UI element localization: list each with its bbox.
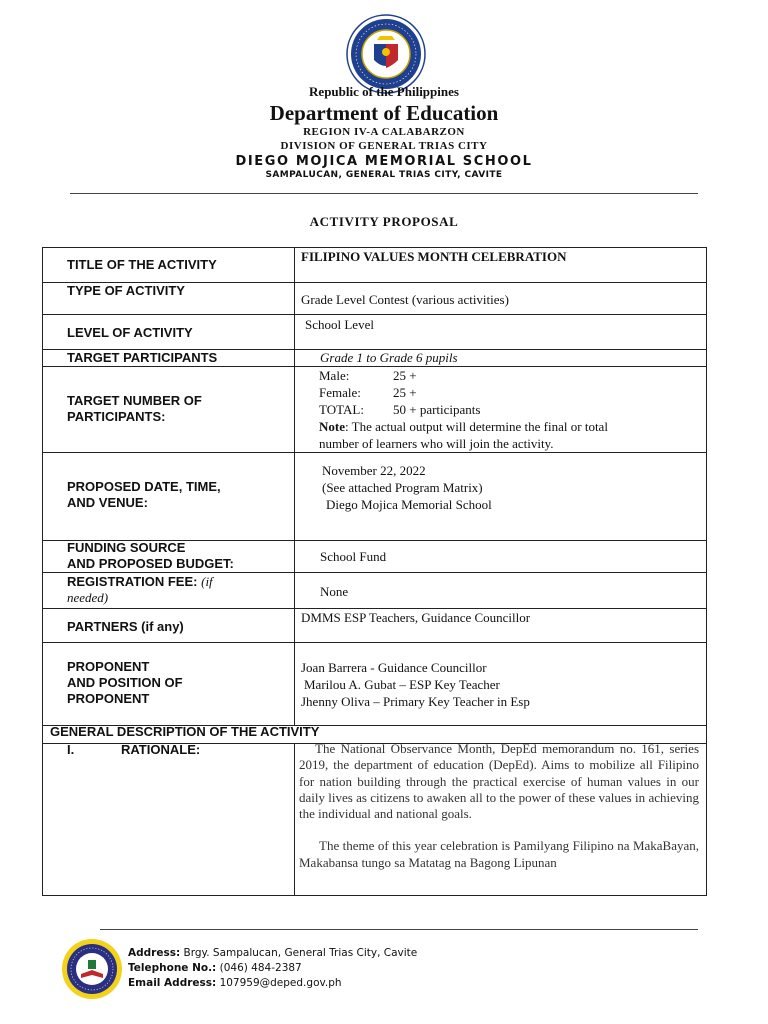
proponent-label: PROPONENT AND POSITION OF PROPONENT xyxy=(67,659,183,706)
target-participants-value: Grade 1 to Grade 6 pupils xyxy=(320,350,458,365)
row-registration xyxy=(43,573,706,609)
total-value: 50 + participants xyxy=(393,402,481,417)
partners-label: PARTNERS (if any) xyxy=(67,619,184,634)
footer-address: Address: Brgy. Sampalucan, General Trias City, Cavite xyxy=(128,947,418,959)
row-type xyxy=(43,283,706,315)
title-label: TITLE OF THE ACTIVITY xyxy=(67,257,217,272)
row-funding xyxy=(43,541,706,573)
participants-note: Note: The actual output will determine the final or total xyxy=(319,419,608,434)
female-count: Female: xyxy=(319,385,361,400)
rationale-text xyxy=(299,741,699,871)
deped-seal-logo xyxy=(346,14,426,94)
level-label: LEVEL OF ACTIVITY xyxy=(67,325,193,340)
registration-value: None xyxy=(320,584,349,599)
row-proponent xyxy=(43,643,706,726)
general-description-heading: GENERAL DESCRIPTION OF THE ACTIVITY xyxy=(50,724,320,739)
total-count: TOTAL: xyxy=(319,402,364,417)
proposal-table xyxy=(42,247,707,896)
school-address: SAMPALUCAN, GENERAL TRIAS CITY, CAVITE xyxy=(265,170,503,180)
row-target-number xyxy=(43,367,706,453)
registration-label: REGISTRATION FEE: (if needed) xyxy=(67,574,213,605)
row-title xyxy=(43,248,706,283)
document-title: ACTIVITY PROPOSAL xyxy=(309,214,459,229)
row-target-participants xyxy=(43,350,706,367)
level-value: School Level xyxy=(305,317,374,332)
proponent-3: Jhenny Oliva – Primary Key Teacher in Esp xyxy=(301,694,530,709)
male-count: Male: xyxy=(319,368,350,383)
proposed-date: November 22, 2022 xyxy=(322,463,426,478)
footer-email: Email Address: 107959@deped.gov.ph xyxy=(128,977,342,989)
type-label: TYPE OF ACTIVITY xyxy=(67,283,185,298)
target-number-label: TARGET NUMBER OF PARTICIPANTS: xyxy=(67,393,202,424)
funding-value: School Fund xyxy=(320,549,387,564)
funding-label: FUNDING SOURCE AND PROPOSED BUDGET: xyxy=(67,540,234,571)
region-line: REGION IV-A CALABARZON xyxy=(303,126,465,138)
target-participants-label: TARGET PARTICIPANTS xyxy=(67,350,218,365)
proposed-time: (See attached Program Matrix) xyxy=(322,480,483,495)
proponent-2: Marilou A. Gubat – ESP Key Teacher xyxy=(304,677,500,692)
female-value: 25 + xyxy=(393,385,417,400)
row-schedule xyxy=(43,453,706,541)
footer-telephone: Telephone No.: (046) 484-2387 xyxy=(128,962,302,974)
republic-line: Republic of the Philippines xyxy=(309,84,459,99)
school-name: DIEGO MOJICA MEMORIAL SCHOOL xyxy=(235,154,533,169)
row-partners xyxy=(43,609,706,643)
proponent-1: Joan Barrera - Guidance Councillor xyxy=(301,660,487,675)
header-divider xyxy=(70,193,698,194)
type-value: Grade Level Contest (various activities) xyxy=(301,292,509,307)
proposed-venue: Diego Mojica Memorial School xyxy=(326,497,492,512)
row-level xyxy=(43,315,706,350)
division-line: DIVISION OF GENERAL TRIAS CITY xyxy=(280,140,488,152)
title-value: FILIPINO VALUES MONTH CELEBRATION xyxy=(301,249,567,264)
partners-value: DMMS ESP Teachers, Guidance Councillor xyxy=(301,610,531,625)
row-rationale xyxy=(43,741,706,897)
participants-note-continued: number of learners who will join the activity. xyxy=(319,436,554,451)
footer-divider xyxy=(100,929,698,930)
male-value: 25 + xyxy=(393,368,417,383)
school-logo xyxy=(61,938,123,1000)
department-name: Department of Education xyxy=(269,101,499,125)
rationale-label: RATIONALE: xyxy=(121,742,201,757)
schedule-label: PROPOSED DATE, TIME, AND VENUE: xyxy=(67,479,221,510)
rationale-paragraph-2: The theme of this year celebration is Pamilyang Filipino na MakaBayan, Makabansa tungo sa Matatag na Bagong Lipunan xyxy=(299,838,699,870)
rationale-number: I. xyxy=(67,742,75,757)
rationale-paragraph-1: The National Observance Month, DepEd memorandum no. 161, series 2019, the department of education (DepEd). Aims to mobilize all Filipino for nation building through the practical exercise of human values in our daily lives as citizens to awaken all to the power of these values in achieving the individual and national goals. xyxy=(299,741,699,822)
